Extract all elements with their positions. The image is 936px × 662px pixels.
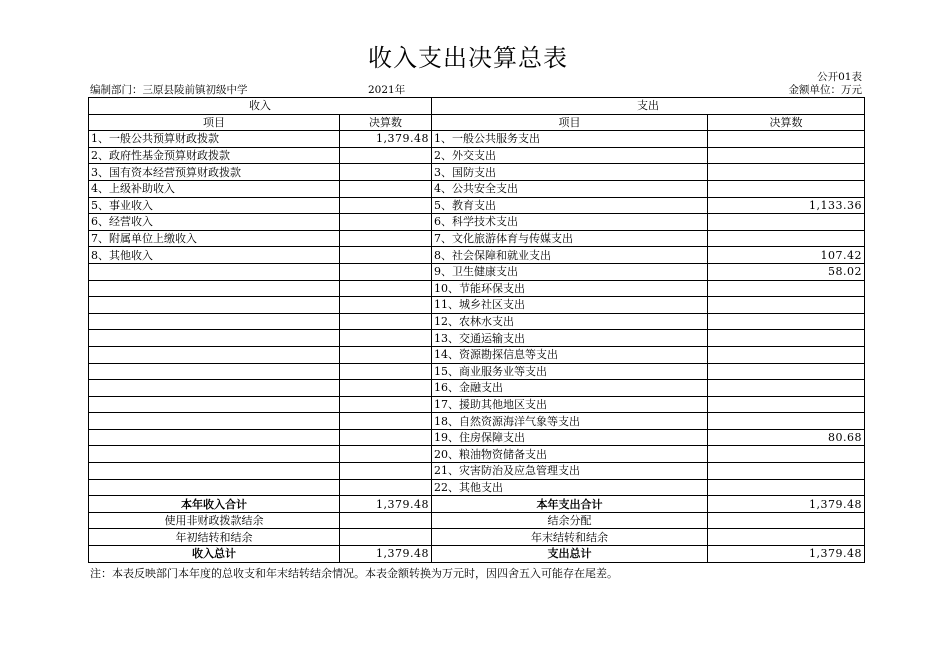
income-item-header: 项目 <box>89 114 340 131</box>
form-code: 公开01表 <box>817 71 862 83</box>
expense-item-cell: 7、文化旅游体育与传媒支出 <box>432 230 708 247</box>
income-item-cell: 7、附属单位上缴收入 <box>89 230 340 247</box>
expense-item-header: 项目 <box>432 114 708 131</box>
income-amount-cell <box>340 413 432 430</box>
table-row <box>89 297 865 314</box>
expense-amount-cell <box>708 413 865 430</box>
expense-amount-cell <box>708 280 865 297</box>
expense-item-cell: 21、灾害防治及应急管理支出 <box>432 463 708 480</box>
table-row <box>89 380 865 397</box>
summary-income-label: 使用非财政拨款结余 <box>89 512 340 529</box>
summary-row <box>89 496 865 513</box>
income-amount-cell <box>340 380 432 397</box>
expense-amount-cell <box>708 147 865 164</box>
income-amount-cell <box>340 280 432 297</box>
income-item-cell: 6、经营收入 <box>89 214 340 231</box>
expense-item-cell: 8、社会保障和就业支出 <box>432 247 708 264</box>
income-item-cell <box>89 479 340 496</box>
table-row <box>89 147 865 164</box>
income-item-cell <box>89 297 340 314</box>
table-row <box>89 396 865 413</box>
expense-item-cell: 1、一般公共服务支出 <box>432 131 708 148</box>
expense-item-cell: 12、农林水支出 <box>432 313 708 330</box>
expense-amount-cell <box>708 396 865 413</box>
table-row <box>89 313 865 330</box>
section-header-row <box>89 98 865 115</box>
income-item-cell: 8、其他收入 <box>89 247 340 264</box>
summary-expense-label: 支出总计 <box>432 546 708 563</box>
expense-item-cell: 6、科学技术支出 <box>432 214 708 231</box>
summary-income-amount: 1,379.48 <box>340 496 432 513</box>
summary-income-label: 收入总计 <box>89 546 340 563</box>
table-row <box>89 214 865 231</box>
income-item-cell <box>89 313 340 330</box>
income-amount-cell: 1,379.48 <box>340 131 432 148</box>
income-item-cell <box>89 380 340 397</box>
table-row <box>89 413 865 430</box>
income-item-cell <box>89 280 340 297</box>
page-title: 收入支出决算总表 <box>368 44 568 72</box>
income-amount-cell <box>340 396 432 413</box>
expense-amount-cell <box>708 363 865 380</box>
unit-label: 金额单位：万元 <box>788 84 862 96</box>
income-amount-cell <box>340 230 432 247</box>
table-row <box>89 429 865 446</box>
summary-income-amount <box>340 512 432 529</box>
income-item-cell: 1、一般公共预算财政拨款 <box>89 131 340 148</box>
expense-amount-cell <box>708 380 865 397</box>
table-row <box>89 180 865 197</box>
expense-amount-cell <box>708 214 865 231</box>
expense-item-cell: 16、金融支出 <box>432 380 708 397</box>
table-row <box>89 330 865 347</box>
expense-item-cell: 9、卫生健康支出 <box>432 263 708 280</box>
summary-row <box>89 546 865 563</box>
summary-expense-label: 本年支出合计 <box>432 496 708 513</box>
income-item-cell <box>89 263 340 280</box>
department-label: 编制部门：三原县陵前镇初级中学 <box>90 84 248 96</box>
summary-income-amount: 1,379.48 <box>340 546 432 563</box>
table-row <box>89 363 865 380</box>
income-item-cell <box>89 346 340 363</box>
income-item-cell <box>89 463 340 480</box>
expense-amount-cell <box>708 463 865 480</box>
summary-expense-amount: 1,379.48 <box>708 496 865 513</box>
table-row <box>89 479 865 496</box>
summary-row <box>89 512 865 529</box>
expense-item-cell: 4、公共安全支出 <box>432 180 708 197</box>
income-amount-cell <box>340 180 432 197</box>
income-amount-cell <box>340 479 432 496</box>
table-row <box>89 263 865 280</box>
income-item-cell <box>89 363 340 380</box>
income-amount-cell <box>340 297 432 314</box>
table-row <box>89 230 865 247</box>
income-amount-cell <box>340 197 432 214</box>
summary-row <box>89 529 865 546</box>
expense-item-cell: 18、自然资源海洋气象等支出 <box>432 413 708 430</box>
income-amount-cell <box>340 346 432 363</box>
expense-item-cell: 10、节能环保支出 <box>432 280 708 297</box>
expense-amount-cell <box>708 180 865 197</box>
footnote: 注：本表反映部门本年度的总收支和年末结转结余情况。本表金额转换为万元时，因四舍五入可能存在尾差。 <box>90 567 618 580</box>
expense-amount-cell <box>708 230 865 247</box>
expense-item-cell: 22、其他支出 <box>432 479 708 496</box>
expense-amount-cell: 107.42 <box>708 247 865 264</box>
summary-expense-label: 年末结转和结余 <box>432 529 708 546</box>
budget-table <box>88 97 865 563</box>
expense-amount-cell: 58.02 <box>708 263 865 280</box>
income-item-cell <box>89 446 340 463</box>
expense-amount-cell <box>708 479 865 496</box>
expense-item-cell: 11、城乡社区支出 <box>432 297 708 314</box>
income-amount-cell <box>340 147 432 164</box>
table-row <box>89 346 865 363</box>
expense-amount-header: 决算数 <box>708 114 865 131</box>
summary-expense-label: 结余分配 <box>432 512 708 529</box>
expense-item-cell: 14、资源勘探信息等支出 <box>432 346 708 363</box>
table-row <box>89 280 865 297</box>
income-item-cell <box>89 396 340 413</box>
expense-item-cell: 15、商业服务业等支出 <box>432 363 708 380</box>
column-header-row <box>89 114 865 131</box>
expense-amount-cell: 1,133.36 <box>708 197 865 214</box>
year-label: 2021年 <box>368 84 406 96</box>
expense-amount-cell <box>708 297 865 314</box>
expense-amount-cell: 80.68 <box>708 429 865 446</box>
income-amount-header: 决算数 <box>340 114 432 131</box>
income-header: 收入 <box>89 98 432 115</box>
income-item-cell <box>89 413 340 430</box>
expense-item-cell: 17、援助其他地区支出 <box>432 396 708 413</box>
income-amount-cell <box>340 214 432 231</box>
income-item-cell: 3、国有资本经营预算财政拨款 <box>89 164 340 181</box>
income-amount-cell <box>340 330 432 347</box>
income-item-cell <box>89 330 340 347</box>
expense-item-cell: 2、外交支出 <box>432 147 708 164</box>
table-row <box>89 164 865 181</box>
income-amount-cell <box>340 313 432 330</box>
table-row <box>89 197 865 214</box>
expense-amount-cell <box>708 164 865 181</box>
income-item-cell: 4、上级补助收入 <box>89 180 340 197</box>
expense-amount-cell <box>708 330 865 347</box>
table-row <box>89 446 865 463</box>
income-item-cell: 2、政府性基金预算财政拨款 <box>89 147 340 164</box>
income-amount-cell <box>340 263 432 280</box>
summary-income-amount <box>340 529 432 546</box>
expense-amount-cell <box>708 446 865 463</box>
income-amount-cell <box>340 446 432 463</box>
income-amount-cell <box>340 363 432 380</box>
summary-expense-amount: 1,379.48 <box>708 546 865 563</box>
expense-item-cell: 3、国防支出 <box>432 164 708 181</box>
income-amount-cell <box>340 429 432 446</box>
income-item-cell <box>89 429 340 446</box>
expense-amount-cell <box>708 131 865 148</box>
expense-item-cell: 20、粮油物资储备支出 <box>432 446 708 463</box>
expense-item-cell: 13、交通运输支出 <box>432 330 708 347</box>
summary-income-label: 本年收入合计 <box>89 496 340 513</box>
income-item-cell: 5、事业收入 <box>89 197 340 214</box>
table-row <box>89 247 865 264</box>
expense-header: 支出 <box>432 98 865 115</box>
summary-income-label: 年初结转和结余 <box>89 529 340 546</box>
table-row <box>89 463 865 480</box>
expense-amount-cell <box>708 313 865 330</box>
summary-expense-amount <box>708 529 865 546</box>
income-amount-cell <box>340 247 432 264</box>
expense-item-cell: 5、教育支出 <box>432 197 708 214</box>
expense-item-cell: 19、住房保障支出 <box>432 429 708 446</box>
table-row <box>89 131 865 148</box>
summary-expense-amount <box>708 512 865 529</box>
expense-amount-cell <box>708 346 865 363</box>
income-amount-cell <box>340 463 432 480</box>
income-amount-cell <box>340 164 432 181</box>
